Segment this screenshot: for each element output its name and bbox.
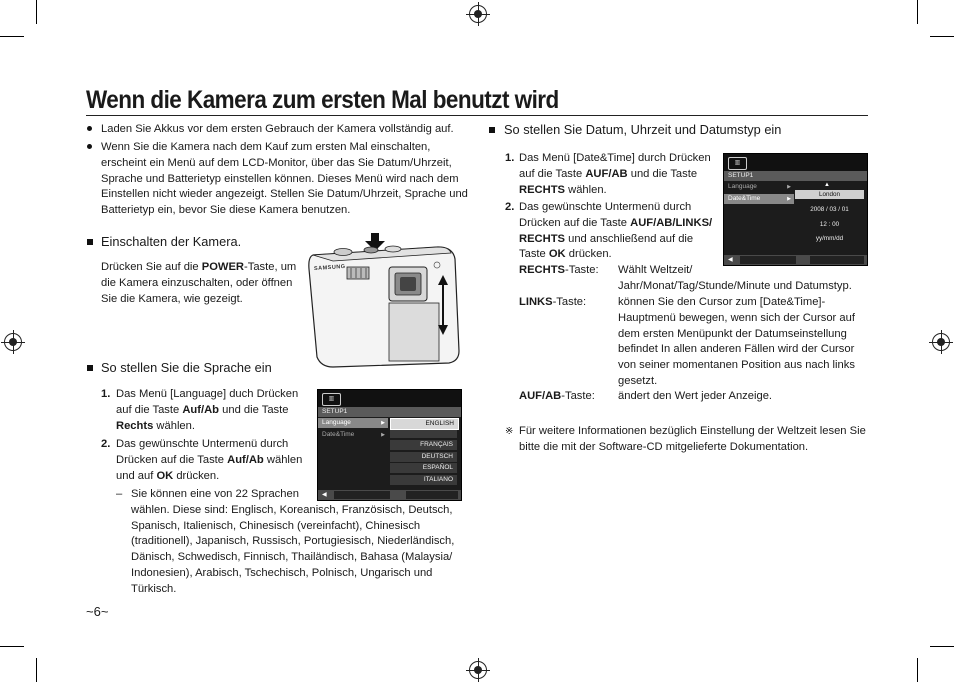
text-line: Das gewünschte Untermenü durch <box>116 438 289 450</box>
crop-mark <box>0 36 24 37</box>
lcd-bottombar <box>724 255 867 265</box>
text-line: Für weitere Informationen bezüglich Einstellung der Weltzeit lesen Sie <box>519 425 866 437</box>
arrow-left-icon: ◀ <box>322 492 327 498</box>
lcd-menu-item-datetime <box>318 430 388 440</box>
lcd-option: DEUTSCH <box>390 452 457 462</box>
arrow-right-icon: ▶ <box>381 420 385 426</box>
page-number: ~6~ <box>86 604 109 619</box>
bullet-icon <box>87 126 92 131</box>
text-line: von seiner momentanen Position aus nach links <box>618 359 855 372</box>
key-desc-links <box>618 295 855 390</box>
lcd-item-label: Date&Time <box>322 431 355 438</box>
key-label-aufab: AUF/AB-Taste: <box>519 390 595 402</box>
lang-step-number: 1. <box>101 388 111 400</box>
text-line: Wenn Sie die Kamera nach dem Kauf zum ersten Mal einschalten, <box>101 141 431 153</box>
lcd-topbar <box>724 154 867 171</box>
text-line: RECHTS und anschließend auf die <box>519 232 694 245</box>
power-paragraph <box>101 260 296 307</box>
arrow-left-icon: ◀ <box>728 257 733 263</box>
note-paragraph <box>519 424 866 456</box>
key-desc-aufab <box>618 389 772 405</box>
text-line: Sprache und Batterietyp einstellen können. Dieses Menü wird nach dem <box>101 172 459 185</box>
text-line: Indonesien), Arabisch, Tschechisch, Polnisch, Ungarisch und <box>131 566 433 579</box>
text-line: bitte die mit der Software-CD mitgelieferte Dokumentation. <box>519 440 809 453</box>
text-line: Drücken auf die Taste AUF/AB/LINKS/ <box>519 216 713 229</box>
lang-step-2 <box>116 437 302 484</box>
lcd-language-screen <box>317 389 462 501</box>
setup-menu-icon: ▥ <box>322 393 341 406</box>
language-list-paragraph <box>131 487 454 598</box>
text-line: Drücken Sie auf die POWER-Taste, um <box>101 261 297 273</box>
lcd-topbar <box>318 390 461 407</box>
lcd-time-value: 12 : 00 <box>819 221 840 228</box>
lcd-setup-label: SETUP1 <box>318 407 461 417</box>
lcd-menu-item-language <box>724 182 794 192</box>
registration-mark-icon <box>469 5 487 23</box>
text-line: Das Menü [Language] duch Drücken <box>116 388 299 400</box>
text-line: Sie können eine von 22 Sprachen <box>131 488 299 500</box>
lcd-option: ENGLISH <box>390 418 459 430</box>
lang-step-1 <box>116 387 298 434</box>
text-line: Spanisch, Italienisch, Chinesisch (vereinfacht), Chinesisch <box>131 519 421 532</box>
text-line: Drücken auf die Taste Auf/Ab wählen <box>116 453 303 466</box>
key-label-rechts: RECHTS-Taste: <box>519 264 599 276</box>
camera-illustration <box>303 233 464 369</box>
date-step-1 <box>519 151 711 198</box>
lcd-item-label: Language <box>728 183 757 190</box>
text-line: die Kamera einzuschalten, oder öffnen <box>101 276 293 289</box>
section-heading-power: Einschalten der Kamera. <box>101 234 242 249</box>
text-line: (traditionell), Japanisch, Russisch, Portugiesisch, Niederländisch, <box>131 535 455 548</box>
bullet-icon <box>87 144 92 149</box>
text-line: Einstellen nicht wieder angezeigt. Stellen Sie Datum/Uhrzeit, Sprache und <box>101 188 468 201</box>
section-square-icon <box>489 127 495 133</box>
text-line: auf die Taste Auf/Ab und die Taste <box>116 403 289 416</box>
crop-mark <box>930 36 954 37</box>
crop-mark <box>917 658 918 682</box>
camera-brand-label: SAMSUNG <box>313 263 346 273</box>
lcd-format-value: yy/mm/dd <box>815 235 844 242</box>
setup-menu-icon: ▥ <box>728 157 747 170</box>
text-line: RECHTS wählen. <box>519 183 607 196</box>
text-line: auf die Taste AUF/AB und die Taste <box>519 167 698 180</box>
lcd-option: FRANÇAIS <box>390 440 457 450</box>
text-line: und auf OK drücken. <box>116 469 220 482</box>
key-label-links: LINKS-Taste: <box>519 296 587 308</box>
date-step-number: 1. <box>505 152 515 164</box>
lcd-item-label: Date&Time <box>728 195 761 202</box>
registration-mark-icon <box>932 333 950 351</box>
lang-step-number: 2. <box>101 438 111 450</box>
bullet-paragraph <box>101 140 468 219</box>
lcd-datetime-screen <box>723 153 868 266</box>
dash: – <box>116 488 123 500</box>
lcd-menu-item-datetime <box>724 194 794 204</box>
key-desc-rechts <box>618 263 852 295</box>
crop-mark <box>930 646 954 647</box>
registration-mark-icon <box>469 661 487 679</box>
arrow-right-icon: ▶ <box>787 196 791 202</box>
section-square-icon <box>87 365 93 371</box>
lcd-item-label: Language <box>322 419 351 426</box>
title-rule <box>86 115 868 116</box>
caret-up-icon: ▲ <box>824 182 830 188</box>
lcd-bottombar <box>318 490 461 500</box>
text-line: Das Menü [Date&Time] durch Drücken <box>519 152 711 164</box>
lcd-city-field: London <box>795 190 864 199</box>
text-line: Rechts wählen. <box>116 419 195 432</box>
text-line: befindet In allen anderen Fällen wird der Cursor <box>618 343 855 356</box>
lcd-option <box>390 430 457 438</box>
section-heading-datetime: So stellen Sie Datum, Uhrzeit und Datumstyp ein <box>504 122 782 137</box>
text-line: wählen. Diese sind: Englisch, Koreanisch, Französisch, Deutsch, <box>131 503 453 516</box>
crop-mark <box>36 0 37 24</box>
lcd-menu-item-language <box>318 418 388 428</box>
text-line: Batterietyp ein, bevor Sie diese Kamera benutzen. <box>101 204 351 217</box>
crop-mark <box>36 658 37 682</box>
text-line: erscheint ein Menü auf dem LCD-Monitor, über das Sie Datum/Uhrzeit, <box>101 156 452 169</box>
bullet-text: Laden Sie Akkus vor dem ersten Gebrauch der Kamera vollständig auf. <box>101 123 454 135</box>
note-mark: ※ <box>505 426 514 437</box>
text-line: Das gewünschte Untermenü durch <box>519 201 692 213</box>
text-line: gesetzt. <box>618 374 658 387</box>
date-step-2 <box>519 200 712 263</box>
text-line: Türkisch. <box>131 582 177 595</box>
text-line: Taste OK drücken. <box>519 248 612 261</box>
text-line: Jahr/Monat/Tag/Stunde/Minute und Datumstyp. <box>618 279 852 292</box>
text-line: können Sie den Cursor zum [Date&Time]- <box>618 296 826 308</box>
lcd-setup-label: SETUP1 <box>724 171 867 181</box>
lcd-option: ESPAÑOL <box>390 463 457 473</box>
text-line: ändert den Wert jeder Anzeige. <box>618 390 773 402</box>
crop-mark <box>0 646 24 647</box>
lcd-date-value: 2008 / 03 / 01 <box>810 206 849 213</box>
crop-mark <box>917 0 918 24</box>
text-line: dem ersten Menüpunkt der Datumseinstellung <box>618 327 847 340</box>
section-square-icon <box>87 239 93 245</box>
text-line: Hauptmenü bewegen, wenn sich der Cursor auf <box>618 311 855 324</box>
arrow-right-icon: ▶ <box>381 432 385 438</box>
date-step-number: 2. <box>505 201 515 213</box>
text-line: Wählt Weltzeit/ <box>618 264 693 276</box>
page-title: Wenn die Kamera zum ersten Mal benutzt wird <box>86 86 559 114</box>
arrow-right-icon: ▶ <box>787 184 791 190</box>
text-line: Sie die Kamera, wie gezeigt. <box>101 292 243 305</box>
lcd-option: ITALIANO <box>390 475 457 485</box>
section-heading-language: So stellen Sie die Sprache ein <box>101 360 272 375</box>
text-line: Dänisch, Schwedisch, Finnisch, Thailändisch, Bahasa (Malaysia/ <box>131 551 453 564</box>
registration-mark-icon <box>4 333 22 351</box>
